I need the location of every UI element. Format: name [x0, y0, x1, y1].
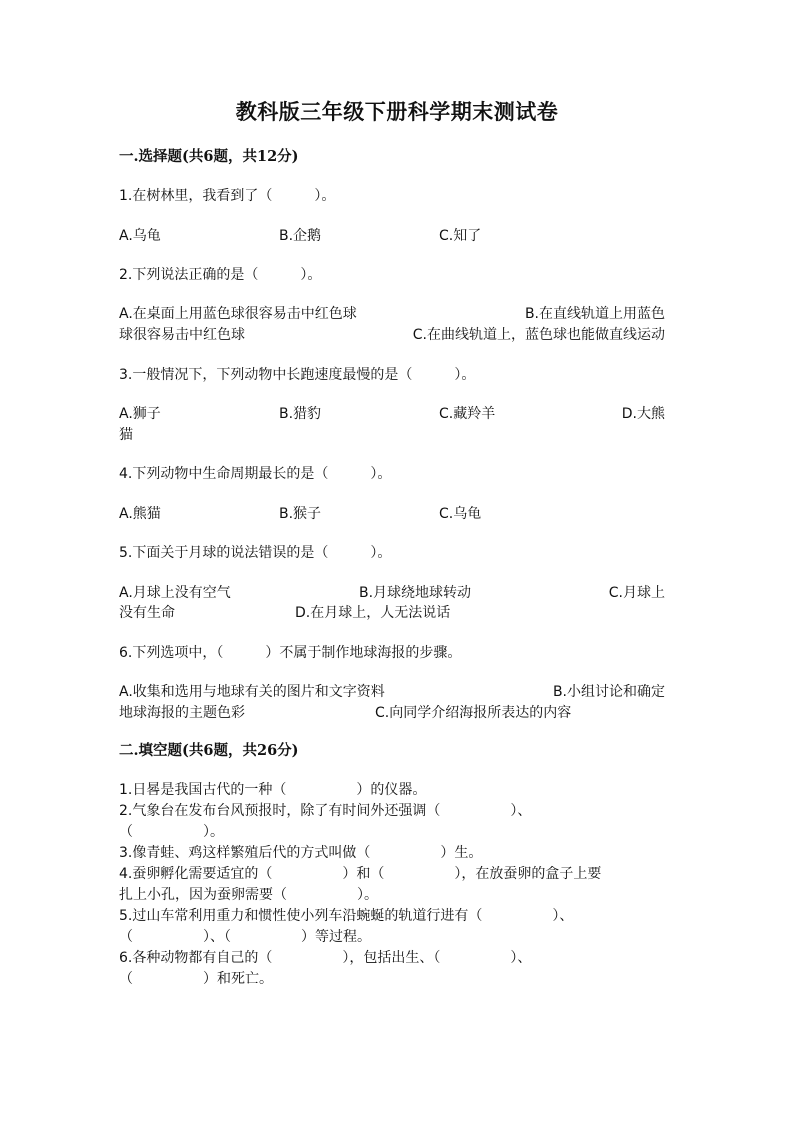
- options-row: [119, 504, 665, 524]
- fill-blank-line: （ ）和死亡。: [119, 971, 273, 987]
- option-b: B.在直线轨道上用蓝色: [524, 306, 665, 322]
- option-a: A.狮子: [119, 406, 161, 422]
- fill-blank-line: 3.像青蛙、鸡这样繁殖后代的方式叫做（ ）生。: [119, 845, 483, 861]
- option-c-continued: 没有生命: [119, 605, 175, 621]
- fill-blank-line: （ ）、（ ）等过程。: [119, 929, 371, 945]
- section-heading-choice: 一.选择题(共6题，共12分): [119, 148, 299, 165]
- question-stem: 3.一般情况下，下列动物中长跑速度最慢的是（ ）。: [119, 367, 476, 383]
- fill-blank-line: 扎上小孔，因为蚕卵需要（ ）。: [119, 887, 378, 903]
- fill-blank-line: 5.过山车常利用重力和惯性使小列车沿蜿蜒的轨道行进有（ ）、: [119, 908, 574, 924]
- option-c: C.知了: [439, 228, 482, 244]
- option-b: B.小组讨论和确定: [552, 684, 665, 700]
- section-heading-fill-blank: 二.填空题(共6题，共26分): [119, 742, 299, 759]
- option-d: D.在月球上，人无法说话: [295, 605, 451, 621]
- question-stem: 2.下列说法正确的是（ ）。: [119, 267, 322, 283]
- options-row: [119, 583, 665, 603]
- option-c: C.藏羚羊: [439, 406, 496, 422]
- option-c: C.向同学介绍海报所表达的内容: [375, 705, 572, 721]
- question-stem: 6.下列选项中，（ ）不属于制作地球海报的步骤。: [119, 645, 462, 661]
- fill-blank-line: 4.蚕卵孵化需要适宜的（ ）和（ ），在放蚕卵的盒子上要: [119, 866, 602, 882]
- question-stem: 1.在树林里，我看到了（ ）。: [119, 188, 336, 204]
- options-row: [119, 603, 665, 623]
- fill-blank-line: （ ）。: [119, 824, 224, 840]
- options-row: [119, 325, 665, 345]
- option-b: B.企鹅: [279, 228, 322, 244]
- option-d: D.大熊: [621, 406, 665, 422]
- option-b: B.猎豹: [279, 406, 322, 422]
- options-row: [119, 703, 665, 723]
- fill-blank-line: 1.日晷是我国古代的一种（ ）的仪器。: [119, 782, 427, 798]
- options-row: [119, 682, 665, 702]
- page-title: 教科版三年级下册科学期末测试卷: [235, 99, 559, 124]
- option-b-continued: 地球海报的主题色彩: [119, 705, 245, 721]
- option-c: C.月球上: [608, 585, 665, 601]
- option-b-continued: 球很容易击中红色球: [119, 327, 245, 343]
- option-c: C.在曲线轨道上，蓝色球也能做直线运动: [412, 327, 665, 343]
- option-a: A.熊猫: [119, 506, 161, 522]
- fill-blank-line: 2.气象台在发布台风预报时，除了有时间外还强调（ ）、: [119, 803, 532, 819]
- option-b: B.月球绕地球转动: [359, 585, 472, 601]
- question-stem: 5.下面关于月球的说法错误的是（ ）。: [119, 545, 392, 561]
- option-c: C.乌龟: [439, 506, 482, 522]
- option-d-continued: 猫: [119, 427, 133, 443]
- option-a: A.在桌面上用蓝色球很容易击中红色球: [119, 306, 357, 322]
- option-a: A.收集和选用与地球有关的图片和文字资料: [119, 684, 385, 700]
- question-stem: 4.下列动物中生命周期最长的是（ ）。: [119, 466, 392, 482]
- options-row: [119, 425, 665, 445]
- options-row: [119, 226, 665, 246]
- options-row: [119, 404, 665, 424]
- option-b: B.猴子: [279, 506, 322, 522]
- fill-blank-line: 6.各种动物都有自己的（ ），包括出生、（ ）、: [119, 950, 532, 966]
- option-a: A.乌龟: [119, 228, 161, 244]
- option-a: A.月球上没有空气: [119, 585, 231, 601]
- options-row: [119, 304, 665, 324]
